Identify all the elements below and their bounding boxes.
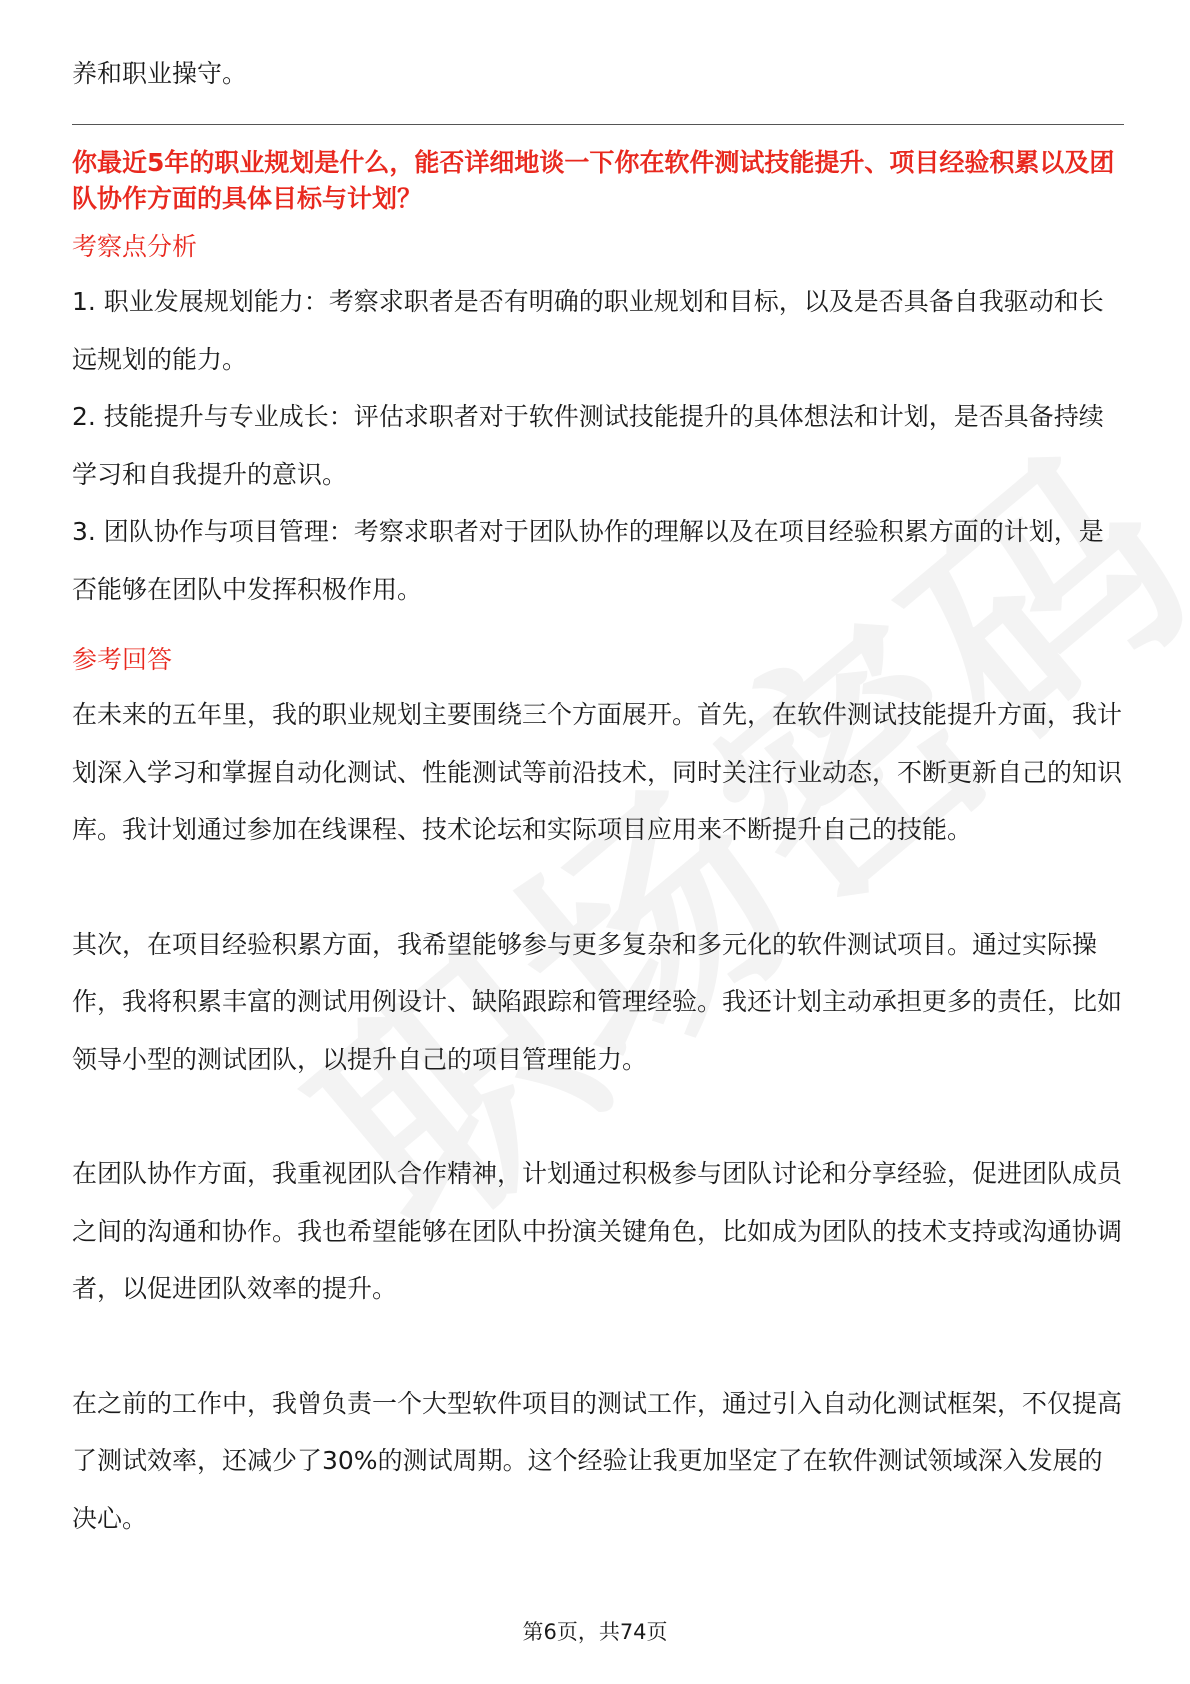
analysis-item: 1. 职业发展规划能力：考察求职者是否有明确的职业规划和目标，以及是否具备自我驱动和长远规划的能力。 — [72, 287, 1104, 374]
answer-paragraph: 其次，在项目经验积累方面，我希望能够参与更多复杂和多元化的软件测试项目。通过实际操作，我将积累丰富的测试用例设计、缺陷跟踪和管理经验。我还计划主动承担更多的责任，比如领导小型的测试团队，以提升自己的项目管理能力。 — [72, 929, 1123, 1074]
answer-paragraph: 在之前的工作中，我曾负责一个大型软件项目的测试工作，通过引入自动化测试框架，不仅提高了测试效率，还减少了30%的测试周期。这个经验让我更加坚定了在软件测试领域深入发展的决心。 — [72, 1388, 1123, 1533]
page-number: 第6页，共74页 — [522, 1620, 668, 1644]
answer-section — [72, 640, 1124, 1547]
analysis-item: 2. 技能提升与专业成长：评估求职者对于软件测试技能提升的具体想法和计划，是否具备持续学习和自我提升的意识。 — [72, 402, 1104, 489]
answer-paragraph: 在团队协作方面，我重视团队合作精神，计划通过积极参与团队讨论和分享经验，促进团队成员之间的沟通和协作。我也希望能够在团队中扮演关键角色，比如成为团队的技术支持或沟通协调者，以促进团队效率的提升。 — [72, 1159, 1123, 1303]
answer-paragraph: 在未来的五年里，我的职业规划主要围绕三个方面展开。首先，在软件测试技能提升方面，我计划深入学习和掌握自动化测试、性能测试等前沿技术，同时关注行业动态，不断更新自己的知识库。我计划通过参加在线课程、技术论坛和实际项目应用来不断提升自己的技能。 — [72, 700, 1123, 844]
analysis-section — [72, 227, 1124, 618]
analysis-title: 考察点分析 — [72, 232, 198, 261]
analysis-item: 3. 团队协作与项目管理：考察求职者对于团队协作的理解以及在项目经验积累方面的计划，是否能够在团队中发挥积极作用。 — [72, 517, 1104, 604]
interview-question: 你最近5年的职业规划是什么，能否详细地谈一下你在软件测试技能提升、项目经验积累以及团队协作方面的具体目标与计划？ — [72, 148, 1115, 213]
page-content — [72, 52, 1124, 1547]
lead-text: 养和职业操守。 — [72, 59, 248, 88]
answer-title: 参考回答 — [72, 645, 173, 674]
section-divider — [72, 124, 1124, 125]
